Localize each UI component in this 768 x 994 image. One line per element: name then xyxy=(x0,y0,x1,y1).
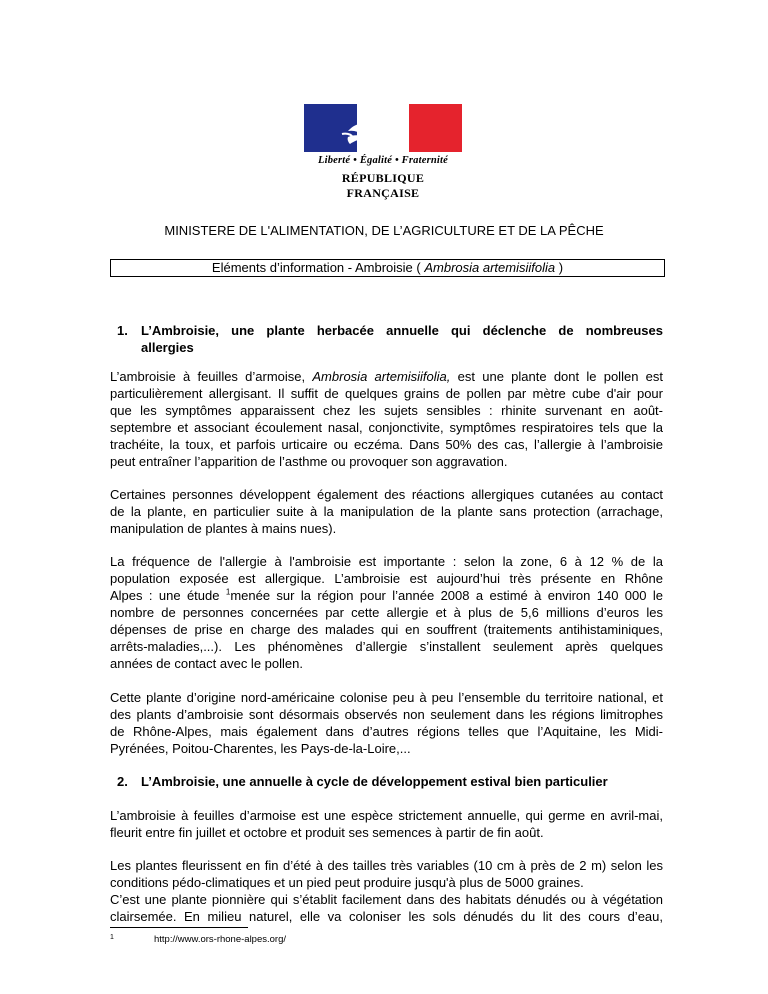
document-title-box xyxy=(110,259,665,277)
paragraph xyxy=(110,891,663,925)
title-latin-name: Ambrosia artemisiifolia xyxy=(424,260,556,275)
text-line: fleurit entre fin juillet et octobre et produit ses semences à partir de fin août. xyxy=(110,825,544,840)
paragraph xyxy=(110,553,663,672)
text-line: des plants d’ambroisie sont désormais observés non seulement dans les régions limitrophes xyxy=(110,707,663,722)
text-line: particulièrement allergisant. Il suffit de quelques grains de pollen par mètre cube d'air pour xyxy=(110,386,663,401)
section-number: 2. xyxy=(117,774,128,789)
footnote-mark: 1 xyxy=(110,934,114,941)
footnote-reference: 1 xyxy=(225,587,231,597)
text-line: trachéite, la toux, et parfois urticaire ou eczéma. Dans 50% des cas, l’allergie à l’ambroisie xyxy=(110,437,663,452)
title-prefix: Eléments d’information - Ambroisie ( xyxy=(211,260,425,275)
section-title-line: allergies xyxy=(141,340,194,355)
text-line: clairsemée. En milieu naturel, elle va coloniser les sols dénudés du lit des cours d’eau, xyxy=(110,909,663,924)
text-line: septembre et associant écoulement nasal, conjonctivite, symptômes respiratoires tels que la xyxy=(110,420,663,435)
text-line: dépenses de prise en charge des malades qui en souffrent (traitements antihistaminiques, xyxy=(110,622,663,637)
section-title-line: L’Ambroisie, une plante herbacée annuelle qui déclenche de nombreuses xyxy=(141,323,663,338)
text-line: conditions pédo-climatiques et un pied peut produire jusqu'à plus de 5000 graines. xyxy=(110,875,584,890)
text-line: Pyrénées, Poitou-Charentes, les Pays-de-la-Loire,... xyxy=(110,741,411,756)
republique-francaise-logo xyxy=(304,104,462,200)
ministry-heading: MINISTERE DE L'ALIMENTATION, DE L’AGRICULTURE ET DE LA PÊCHE xyxy=(164,223,604,238)
text-line: arrêts-maladies,...). Les phénomènes d’allergie s’installent seulement après quelques xyxy=(110,639,663,654)
paragraph xyxy=(110,857,663,891)
text-line: de la plante, en particulier suite à la manipulation de la plante sans protection (arrachage, xyxy=(110,504,663,519)
text-line: de Rhône-Alpes, mais également dans d’autres régions telles que l’Aquitaine, les Midi- xyxy=(110,724,663,739)
text-line: population exposée est allergique. L’ambroisie est aujourd’hui très présente en Rhône xyxy=(110,571,663,586)
republic-motto: Liberté • Égalité • Fraternité xyxy=(317,155,448,166)
footnote-link[interactable]: http://www.ors-rhone-alpes.org/ xyxy=(154,934,287,945)
text-line: nombre de personnes concernées par cette allergie et à plus de 5,6 millions d’euros les xyxy=(110,605,663,620)
paragraph xyxy=(110,689,663,757)
text-line: C’est une plante pionnière qui s’établit facilement dans des habitats dénudés ou à végétation xyxy=(110,892,663,907)
section-title-line: L’Ambroisie, une annuelle à cycle de développement estival bien particulier xyxy=(141,774,608,789)
text-line: peut entraîner l’apparition de l’asthme ou provoquer son aggravation. xyxy=(110,454,508,469)
text-line: L’ambroisie à feuilles d’armoise, Ambrosia artemisiifolia, est une plante dont le pollen est xyxy=(110,369,664,384)
section-number: 1. xyxy=(117,323,128,338)
text-line: Les plantes fleurissent en fin d’été à des tailles très variables (10 cm à près de 2 m) selon les xyxy=(110,858,663,873)
latin-name: Ambrosia artemisiifolia, xyxy=(312,369,451,384)
republic-name: RÉPUBLIQUE FRANÇAISE xyxy=(341,171,425,200)
paragraph xyxy=(110,486,663,537)
title-suffix: ) xyxy=(555,260,564,275)
paragraph xyxy=(110,807,663,841)
text-line: que les symptômes apparaissent chez les sujets sensibles : rhinite survenant en août- xyxy=(110,403,663,418)
tricolor-flag xyxy=(304,104,462,152)
text-line: manipulation de plantes à mains nues). xyxy=(110,521,337,536)
text-line: L’ambroisie à feuilles d’armoise est une espèce strictement annuelle, qui germe en avril-mai, xyxy=(110,808,663,823)
text-line: Alpes : une étude $^1$menée sur la région pour l’année 2008 a estimé à environ 140 000 le xyxy=(110,587,663,603)
marianne-profile-icon xyxy=(304,104,462,152)
text-line: La fréquence de l'allergie à l'ambroisie est importante : selon la zone, 6 à 12 % de la xyxy=(110,554,663,569)
paragraph xyxy=(110,368,663,470)
text-line: Certaines personnes développent également des réactions allergiques cutanées au contact xyxy=(110,487,663,502)
footnote-separator xyxy=(110,927,248,928)
text-line: années de contact avec le pollen. xyxy=(110,656,303,671)
text-line: Cette plante d’origine nord-américaine colonise peu à peu l’ensemble du territoire national, et xyxy=(110,690,663,705)
